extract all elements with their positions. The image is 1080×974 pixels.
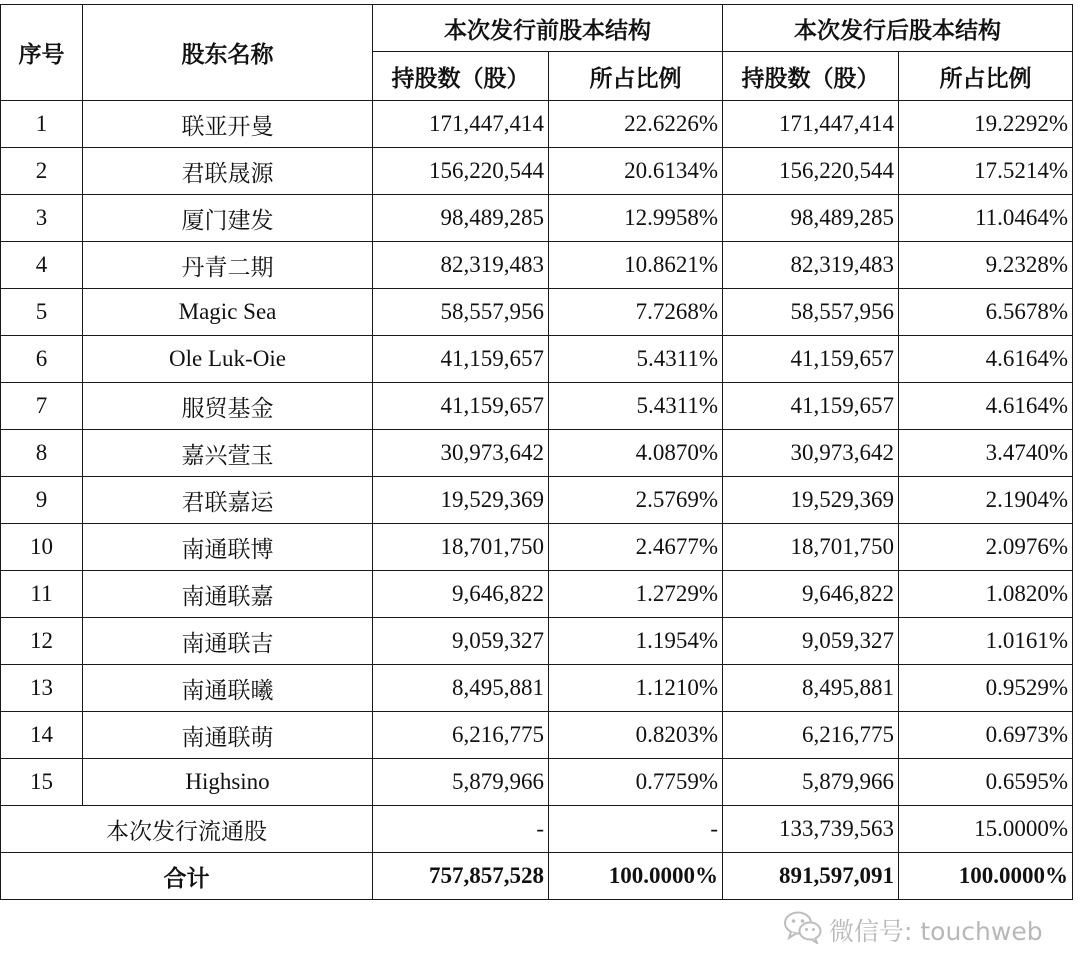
cell-name: 丹青二期: [83, 242, 373, 289]
float-after-ratio: 15.0000%: [899, 806, 1073, 853]
cell-name: 南通联博: [83, 524, 373, 571]
header-after-shares: 持股数（股）: [723, 52, 899, 101]
cell-seq: 10: [1, 524, 83, 571]
float-before-shares: -: [373, 806, 549, 853]
cell-before-shares: 19,529,369: [373, 477, 549, 524]
float-after-shares: 133,739,563: [723, 806, 899, 853]
float-row-label: 本次发行流通股: [1, 806, 373, 853]
header-after-ratio: 所占比例: [899, 52, 1073, 101]
cell-seq: 3: [1, 195, 83, 242]
cell-before-shares: 8,495,881: [373, 665, 549, 712]
total-before-ratio: 100.0000%: [549, 853, 723, 900]
header-name: 股东名称: [83, 5, 373, 101]
cell-before-ratio: 5.4311%: [549, 336, 723, 383]
cell-after-ratio: 1.0820%: [899, 571, 1073, 618]
cell-before-shares: 6,216,775: [373, 712, 549, 759]
cell-after-ratio: 0.9529%: [899, 665, 1073, 712]
table-row: [1, 618, 1073, 665]
cell-name: Magic Sea: [83, 289, 373, 336]
cell-before-ratio: 1.2729%: [549, 571, 723, 618]
cell-seq: 15: [1, 759, 83, 806]
cell-before-ratio: 4.0870%: [549, 430, 723, 477]
cell-seq: 4: [1, 242, 83, 289]
cell-before-shares: 41,159,657: [373, 336, 549, 383]
cell-after-ratio: 19.2292%: [899, 101, 1073, 148]
header-seq: 序号: [1, 5, 83, 101]
cell-after-ratio: 4.6164%: [899, 336, 1073, 383]
cell-after-shares: 8,495,881: [723, 665, 899, 712]
cell-after-shares: 58,557,956: [723, 289, 899, 336]
cell-name: 南通联嘉: [83, 571, 373, 618]
cell-seq: 8: [1, 430, 83, 477]
cell-after-ratio: 9.2328%: [899, 242, 1073, 289]
cell-after-shares: 30,973,642: [723, 430, 899, 477]
cell-before-shares: 18,701,750: [373, 524, 549, 571]
cell-after-shares: 6,216,775: [723, 712, 899, 759]
wechat-icon: [783, 910, 829, 950]
cell-seq: 2: [1, 148, 83, 195]
cell-after-ratio: 2.1904%: [899, 477, 1073, 524]
cell-after-shares: 9,059,327: [723, 618, 899, 665]
cell-name: 君联嘉运: [83, 477, 373, 524]
cell-after-ratio: 3.4740%: [899, 430, 1073, 477]
header-after-group: 本次发行后股本结构: [723, 5, 1073, 52]
table-row: [1, 148, 1073, 195]
cell-after-shares: 9,646,822: [723, 571, 899, 618]
table-row: [1, 571, 1073, 618]
cell-after-ratio: 2.0976%: [899, 524, 1073, 571]
cell-after-shares: 98,489,285: [723, 195, 899, 242]
cell-after-shares: 41,159,657: [723, 336, 899, 383]
cell-name: 南通联曦: [83, 665, 373, 712]
cell-before-shares: 58,557,956: [373, 289, 549, 336]
cell-name: 服贸基金: [83, 383, 373, 430]
table-row: [1, 383, 1073, 430]
table-row: [1, 289, 1073, 336]
shareholding-table: [0, 4, 1073, 900]
cell-seq: 5: [1, 289, 83, 336]
cell-after-ratio: 0.6595%: [899, 759, 1073, 806]
table-row: [1, 712, 1073, 759]
cell-before-ratio: 0.8203%: [549, 712, 723, 759]
cell-before-ratio: 10.8621%: [549, 242, 723, 289]
cell-after-ratio: 4.6164%: [899, 383, 1073, 430]
cell-seq: 1: [1, 101, 83, 148]
cell-after-shares: 18,701,750: [723, 524, 899, 571]
table-summary: [1, 806, 1073, 900]
table-row: [1, 195, 1073, 242]
cell-after-shares: 82,319,483: [723, 242, 899, 289]
table-row: [1, 524, 1073, 571]
cell-before-ratio: 22.6226%: [549, 101, 723, 148]
cell-after-ratio: 6.5678%: [899, 289, 1073, 336]
cell-name: 联亚开曼: [83, 101, 373, 148]
cell-before-shares: 30,973,642: [373, 430, 549, 477]
cell-after-shares: 171,447,414: [723, 101, 899, 148]
cell-after-ratio: 17.5214%: [899, 148, 1073, 195]
watermark: [783, 910, 1043, 950]
cell-before-ratio: 20.6134%: [549, 148, 723, 195]
cell-before-shares: 41,159,657: [373, 383, 549, 430]
cell-before-shares: 9,646,822: [373, 571, 549, 618]
cell-name: 南通联萌: [83, 712, 373, 759]
table-row: [1, 101, 1073, 148]
cell-before-shares: 82,319,483: [373, 242, 549, 289]
watermark-text: 微信号: touchweb: [829, 917, 1043, 946]
cell-after-ratio: 11.0464%: [899, 195, 1073, 242]
float-row: [1, 806, 1073, 853]
total-row: [1, 853, 1073, 900]
cell-seq: 13: [1, 665, 83, 712]
cell-before-ratio: 12.9958%: [549, 195, 723, 242]
cell-seq: 11: [1, 571, 83, 618]
cell-before-ratio: 1.1954%: [549, 618, 723, 665]
table-row: [1, 336, 1073, 383]
cell-before-shares: 5,879,966: [373, 759, 549, 806]
cell-before-ratio: 5.4311%: [549, 383, 723, 430]
cell-after-shares: 5,879,966: [723, 759, 899, 806]
cell-name: Highsino: [83, 759, 373, 806]
cell-after-ratio: 0.6973%: [899, 712, 1073, 759]
cell-before-ratio: 1.1210%: [549, 665, 723, 712]
cell-after-shares: 41,159,657: [723, 383, 899, 430]
cell-after-shares: 19,529,369: [723, 477, 899, 524]
cell-after-shares: 156,220,544: [723, 148, 899, 195]
table-row: [1, 477, 1073, 524]
cell-seq: 9: [1, 477, 83, 524]
cell-before-ratio: 7.7268%: [549, 289, 723, 336]
cell-seq: 14: [1, 712, 83, 759]
cell-before-shares: 98,489,285: [373, 195, 549, 242]
cell-name: 嘉兴萱玉: [83, 430, 373, 477]
cell-seq: 12: [1, 618, 83, 665]
total-row-label: 合计: [1, 853, 373, 900]
cell-name: 厦门建发: [83, 195, 373, 242]
table-body: [1, 101, 1073, 806]
cell-before-shares: 171,447,414: [373, 101, 549, 148]
total-before-shares: 757,857,528: [373, 853, 549, 900]
total-after-shares: 891,597,091: [723, 853, 899, 900]
cell-before-ratio: 2.5769%: [549, 477, 723, 524]
header-before-group: 本次发行前股本结构: [373, 5, 723, 52]
cell-seq: 6: [1, 336, 83, 383]
cell-before-shares: 9,059,327: [373, 618, 549, 665]
table-row: [1, 430, 1073, 477]
cell-after-ratio: 1.0161%: [899, 618, 1073, 665]
cell-seq: 7: [1, 383, 83, 430]
header-before-ratio: 所占比例: [549, 52, 723, 101]
cell-name: 君联晟源: [83, 148, 373, 195]
float-before-ratio: -: [549, 806, 723, 853]
table-row: [1, 665, 1073, 712]
table-row: [1, 759, 1073, 806]
header-before-shares: 持股数（股）: [373, 52, 549, 101]
header-row-top: [1, 5, 1073, 52]
cell-name: 南通联吉: [83, 618, 373, 665]
cell-before-shares: 156,220,544: [373, 148, 549, 195]
cell-before-ratio: 2.4677%: [549, 524, 723, 571]
cell-name: Ole Luk-Oie: [83, 336, 373, 383]
total-after-ratio: 100.0000%: [899, 853, 1073, 900]
table-row: [1, 242, 1073, 289]
cell-before-ratio: 0.7759%: [549, 759, 723, 806]
